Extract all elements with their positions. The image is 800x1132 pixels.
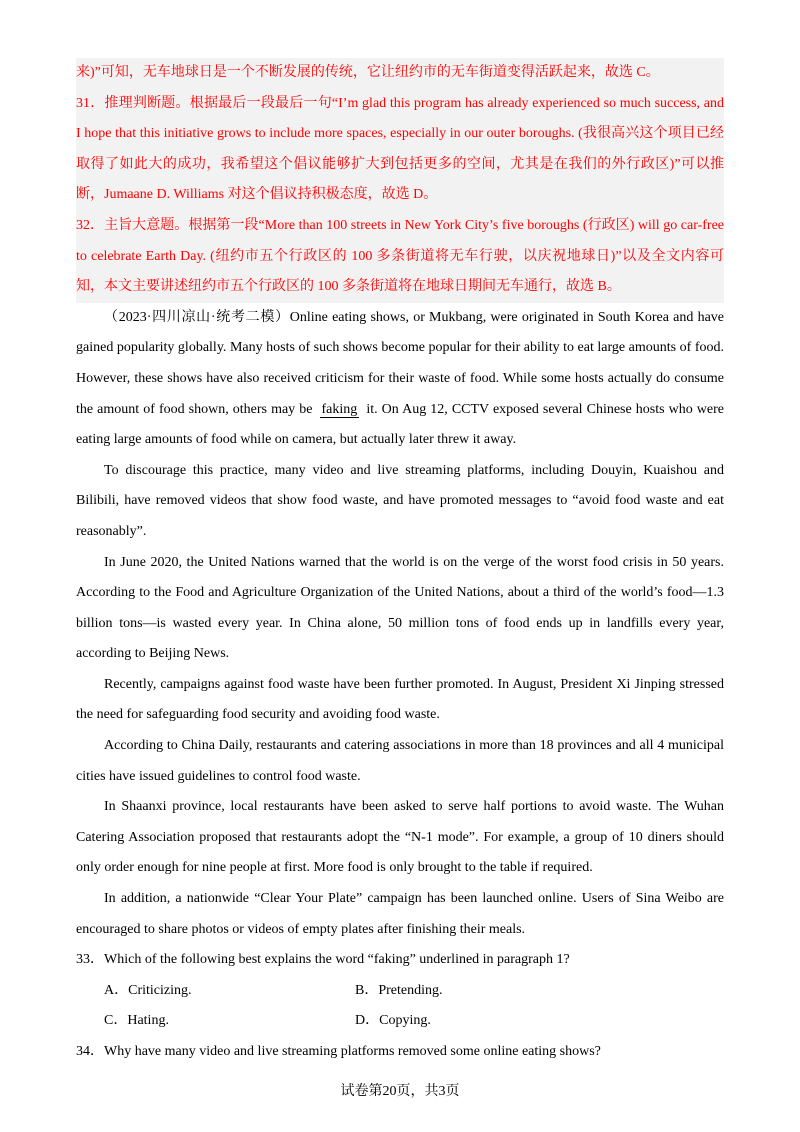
reading-passage xyxy=(76,303,724,945)
answer-explanation-q31: 31．推理判断题。根据最后一段最后一句“I’m glad this program has already experienced so much success, and I hope that this initiative grows to include more spaces, especially in our outer boroughs. (我很高兴这个项目已经取得了如此大的成功，我希望这个倡议能够扩大到包括更多的空间，尤其是在我们的外行政区)”可以推断，Jumaane D. Williams 对这个倡议持积极态度，故选 D。 xyxy=(76,95,724,203)
passage-paragraph-6: In Shaanxi province, local restaurants have been asked to serve half portions to avoid waste. The Wuhan Catering Association proposed that restaurants adopt the “N-1 mode”. For example, a group of 10 diners should only order enough for nine people at first. More food is only brought to the table if required. xyxy=(76,799,724,876)
answer-explanation-box xyxy=(76,58,724,303)
exam-content xyxy=(76,58,724,1068)
passage-paragraph-3: In June 2020, the United Nations warned that the world is on the verge of the worst food crisis in 50 years. According to the Food and Agriculture Organization of the United Nations, about a third of the world’s food—1.3 billion tons—is wasted every year. In China alone, 50 million tons of food ends up in landfills every year, according to Beijing News. xyxy=(76,554,724,662)
question-33-stem: 33．Which of the following best explains the word “faking” underlined in paragraph 1? xyxy=(76,952,570,968)
answer-explanation-q32: 32．主旨大意题。根据第一段“More than 100 streets in New York City’s five boroughs (行政区) will go car-free to celebrate Earth Day. (纽约市五个行政区的 100 多条街道将无车行驶，以庆祝地球日)”以及全文内容可知，本文主要讲述纽约市五个行政区的 100 多条街道将在地球日期间无车通行，故选 B。 xyxy=(76,217,724,295)
passage-paragraph-7: In addition, a nationwide “Clear Your Plate” campaign has been launched online. Users of Sina Weibo are encouraged to share photos or videos of empty plates after finishing their meals. xyxy=(76,891,724,937)
question-33-option-d: D．Copying. xyxy=(355,1013,431,1029)
page-number-label: 试卷第20页，共3页 xyxy=(340,1084,460,1099)
question-34-stem: 34．Why have many video and live streaming platforms removed some online eating shows? xyxy=(76,1044,601,1059)
passage-paragraph-4: Recently, campaigns against food waste have been further promoted. In August, President Xi Jinping stressed the need for safeguarding food security and avoiding food waste. xyxy=(76,676,724,723)
passage-source-tag: （2023·四川凉山·统考二模） xyxy=(104,309,290,325)
passage-paragraph-1-text-before: Online eating shows, or Mukbang, were originated in South Korea and have gained popularity globally. Many hosts of such shows become popular for their ability to eat large amounts of food. However, these shows have also received criticism for their waste of food. While some hosts actually do consume the amount of food shown, others may be xyxy=(76,309,725,417)
question-33-option-b: B．Pretending. xyxy=(355,982,443,998)
question-33 xyxy=(76,945,724,1037)
answer-explanation-q30-tail: 来)”可知，无车地球日是一个不断发展的传统，它让纽约市的无车街道变得活跃起来，故选 C。 xyxy=(76,65,660,80)
question-34 xyxy=(76,1037,724,1068)
passage-paragraph-1 xyxy=(76,303,724,456)
question-33-options-row-2 xyxy=(76,1006,724,1037)
passage-paragraph-1-text-after: it. On Aug 12, CCTV exposed several Chinese hosts who were eating large amounts of food while on camera, but actually later threw it away. xyxy=(76,401,724,448)
passage-paragraph-2: To discourage this practice, many video and live streaming platforms, including Douyin, Kuaishou and Bilibili, have removed videos that show food waste, and have promoted messages to “avoid food waste and eat reasonably”. xyxy=(76,462,724,539)
question-33-option-c: C．Hating. xyxy=(104,1013,169,1029)
underlined-word-faking: faking xyxy=(321,401,358,417)
page-footer xyxy=(0,1081,800,1103)
passage-paragraph-5: According to China Daily, restaurants and catering associations in more than 18 provinces and all 4 municipal cities have issued guidelines to control food waste. xyxy=(76,738,724,784)
question-33-option-a: A．Criticizing. xyxy=(104,982,192,998)
question-33-options-row-1 xyxy=(76,976,724,1007)
